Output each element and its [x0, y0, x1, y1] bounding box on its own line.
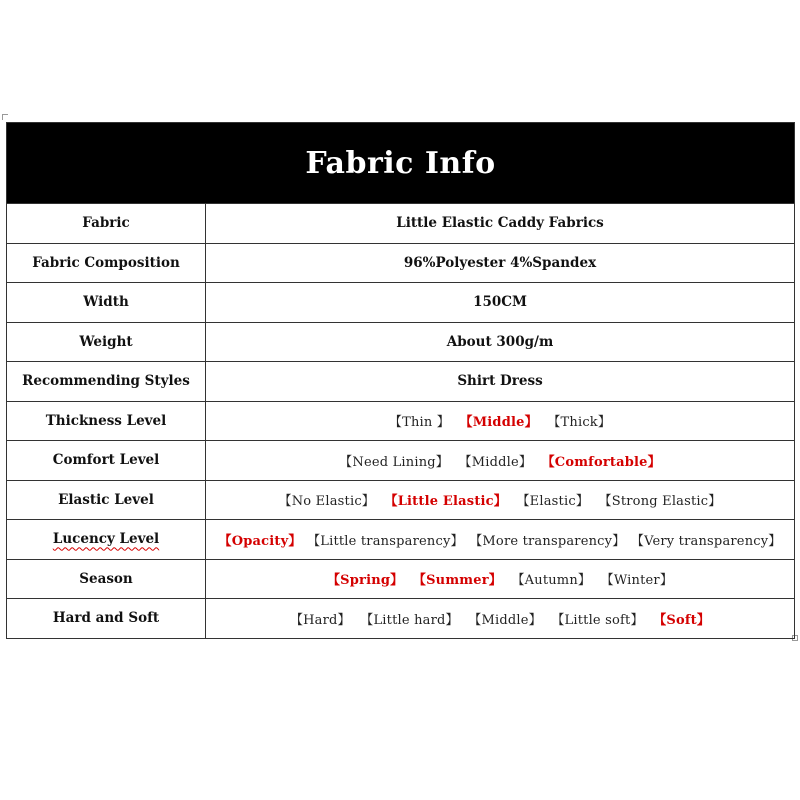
row-label: Width — [7, 283, 206, 323]
table-row-fabric — [7, 204, 794, 244]
row-value: 150CM — [206, 283, 795, 323]
row-label: Season — [7, 559, 206, 599]
option: 【Middle】 — [465, 454, 533, 470]
row-label: Comfort Level — [7, 441, 206, 481]
table-row-comfort-level — [7, 441, 794, 481]
option-group — [206, 401, 795, 441]
option: 【Hard】 — [289, 612, 351, 628]
option: 【Little hard】 — [366, 612, 459, 628]
option-group — [206, 559, 795, 599]
table-row-season — [7, 559, 794, 599]
selected-option: 【Comfortable】 — [548, 454, 661, 470]
fabric-info-table — [7, 203, 794, 638]
table-row-elastic-level — [7, 480, 794, 520]
option: 【Elastic】 — [522, 494, 590, 510]
option: 【No Elastic】 — [278, 494, 375, 510]
row-value: 96%Polyester 4%Spandex — [206, 243, 795, 283]
row-value: About 300g/m — [206, 322, 795, 362]
option: 【Autumn】 — [517, 573, 592, 589]
page-title: Fabric Info — [305, 145, 496, 181]
option: 【Thick】 — [553, 415, 612, 431]
selected-option: 【Opacity】 — [218, 533, 302, 549]
row-label: Thickness Level — [7, 401, 206, 441]
table-row-hard-and-soft — [7, 599, 794, 638]
option-group — [206, 520, 795, 560]
option-group — [206, 599, 795, 638]
row-label: Hard and Soft — [7, 599, 206, 638]
option-group — [206, 480, 795, 520]
selected-option: 【Spring】 — [326, 573, 404, 589]
table-row-thickness-level — [7, 401, 794, 441]
option-group — [206, 441, 795, 481]
option: 【More transparency】 — [475, 533, 626, 549]
table-row-lucency-level — [7, 520, 794, 560]
table-anchor-mark — [2, 114, 8, 120]
row-label: Recommending Styles — [7, 362, 206, 402]
row-value: Little Elastic Caddy Fabrics — [206, 204, 795, 244]
row-label: Fabric Composition — [7, 243, 206, 283]
option: 【Middle】 — [474, 612, 542, 628]
table-row-weight — [7, 322, 794, 362]
spellcheck-word: Lucency Level — [52, 531, 160, 548]
option: 【Little soft】 — [557, 612, 644, 628]
table-row-recommending-styles — [7, 362, 794, 402]
fabric-info-sheet — [6, 122, 795, 639]
table-row-fabric-composition — [7, 243, 794, 283]
option: 【Little transparency】 — [313, 533, 464, 549]
selected-option: 【Little Elastic】 — [391, 494, 507, 510]
selected-option: 【Summer】 — [419, 573, 502, 589]
option: 【Very transparency】 — [637, 533, 782, 549]
selected-option: 【Middle】 — [466, 415, 538, 431]
row-label: Weight — [7, 322, 206, 362]
row-label: Fabric — [7, 204, 206, 244]
option: 【Thin 】 — [388, 415, 450, 431]
row-label: Elastic Level — [7, 480, 206, 520]
option: 【Strong Elastic】 — [605, 494, 722, 510]
title-bar — [7, 123, 794, 203]
option: 【Need Lining】 — [339, 454, 450, 470]
option: 【Winter】 — [607, 573, 674, 589]
table-row-width — [7, 283, 794, 323]
selected-option: 【Soft】 — [659, 612, 711, 628]
row-label — [7, 520, 206, 560]
row-value: Shirt Dress — [206, 362, 795, 402]
